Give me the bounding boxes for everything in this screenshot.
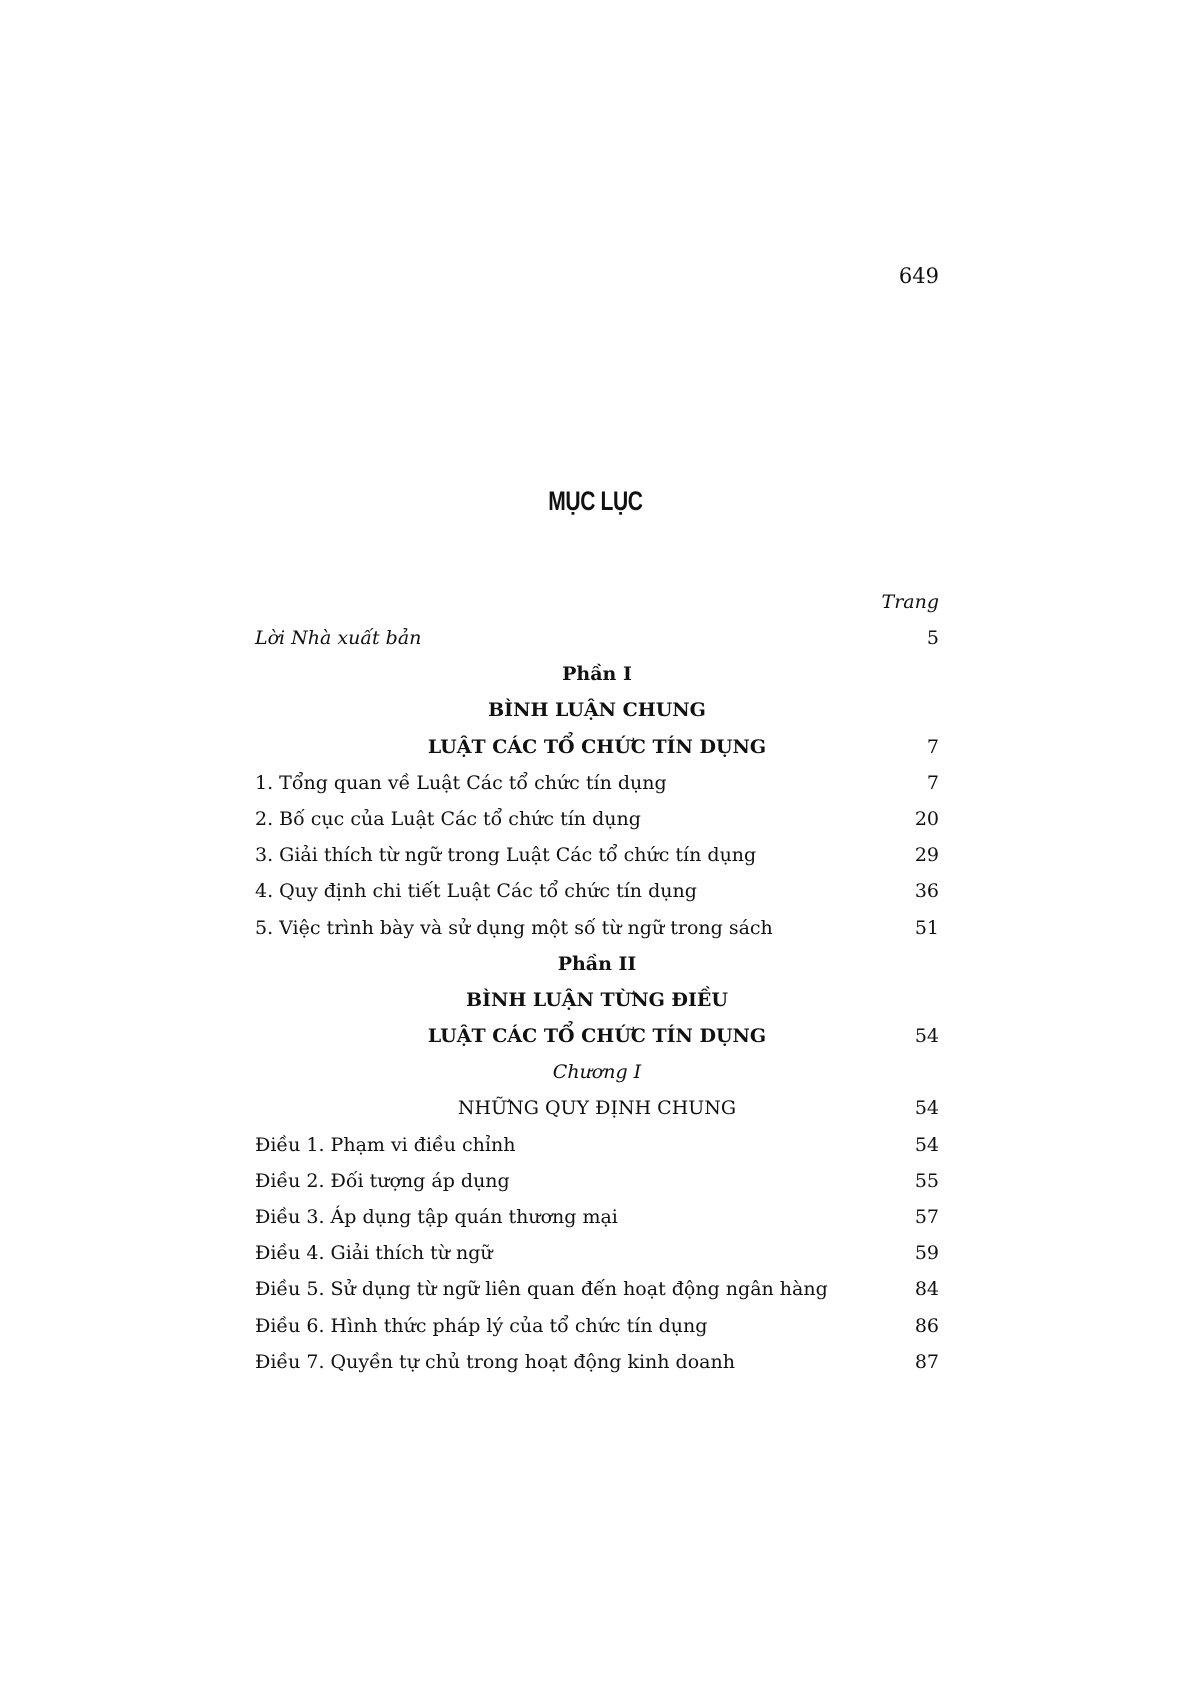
- toc-entry-label: BÌNH LUẬN CHUNG: [488, 699, 706, 722]
- toc-entry-label: 5. Việc trình bày và sử dụng một số từ ngữ trong sách: [255, 916, 773, 939]
- toc-entry-label: 3. Giải thích từ ngữ trong Luật Các tổ chức tín dụng: [255, 844, 757, 867]
- toc-entry-label: Điều 6. Hình thức pháp lý của tổ chức tín dụng: [255, 1314, 708, 1337]
- toc-entry-page: 57: [914, 1206, 939, 1228]
- toc-entry-page: 20: [914, 807, 939, 830]
- toc-part-subtitle[interactable]: [255, 1018, 939, 1054]
- toc-entry-page: 5: [926, 627, 939, 649]
- toc-entry[interactable]: [255, 837, 939, 873]
- toc-entry-label: Phần II: [557, 952, 637, 975]
- page-title: MỤC LỤC: [548, 486, 643, 516]
- toc-entry-label: 2. Bố cục của Luật Các tổ chức tín dụng: [255, 807, 641, 830]
- toc-entry[interactable]: [255, 1344, 939, 1380]
- toc-entry[interactable]: [255, 1271, 939, 1307]
- toc-entry-page: 59: [914, 1242, 939, 1265]
- table-of-contents: [255, 584, 939, 1380]
- toc-entry[interactable]: [255, 1308, 939, 1344]
- toc-entry[interactable]: [255, 1163, 939, 1199]
- toc-entry-page: 7: [926, 735, 939, 758]
- toc-entry-label: Điều 7. Quyền tự chủ trong hoạt động kinh doanh: [255, 1350, 735, 1373]
- toc-entry-label: Phần I: [562, 663, 632, 686]
- toc-entry-label: Điều 3. Áp dụng tập quán thương mại: [255, 1206, 618, 1228]
- toc-entry-page: 54: [914, 1097, 939, 1120]
- toc-entry-label: Chương I: [552, 1061, 642, 1084]
- toc-entry[interactable]: [255, 801, 939, 837]
- toc-part-heading: [255, 946, 939, 982]
- page-number: 649: [898, 264, 939, 288]
- toc-entry-label: Lời Nhà xuất bản: [255, 627, 422, 649]
- toc-entry-label: Điều 2. Đối tượng áp dụng: [255, 1169, 510, 1192]
- toc-entry-label: 4. Quy định chi tiết Luật Các tổ chức tín dụng: [255, 880, 697, 903]
- toc-part-title: [255, 692, 939, 728]
- toc-entry[interactable]: [255, 873, 939, 909]
- toc-entry-page: 84: [914, 1278, 939, 1301]
- toc-part-title: [255, 982, 939, 1018]
- toc-chapter-heading: [255, 1054, 939, 1090]
- toc-entry[interactable]: [255, 1199, 939, 1235]
- toc-entry-label: BÌNH LUẬN TỪNG ĐIỀU: [466, 988, 728, 1011]
- toc-entry[interactable]: [255, 910, 939, 946]
- toc-entry-page: 7: [926, 771, 939, 794]
- toc-entry-publisher-note[interactable]: [255, 620, 939, 656]
- page-column-label: Trang: [881, 591, 939, 613]
- toc-entry-page: 54: [914, 1133, 939, 1156]
- toc-part-subtitle[interactable]: [255, 729, 939, 765]
- toc-entry-label: Điều 1. Phạm vi điều chỉnh: [255, 1133, 516, 1156]
- toc-entry[interactable]: [255, 1235, 939, 1271]
- toc-entry-label: LUẬT CÁC TỔ CHỨC TÍN DỤNG: [427, 735, 767, 758]
- toc-entry[interactable]: [255, 1127, 939, 1163]
- toc-entry-page: 51: [914, 916, 939, 939]
- toc-chapter-title[interactable]: [255, 1090, 939, 1126]
- toc-part-heading: [255, 656, 939, 692]
- toc-entry-page: 36: [914, 880, 939, 903]
- toc-entry-page: 55: [914, 1169, 939, 1192]
- toc-entry-page: 54: [914, 1025, 939, 1048]
- toc-entry[interactable]: [255, 765, 939, 801]
- toc-entry-label: NHỮNG QUY ĐỊNH CHUNG: [457, 1097, 737, 1120]
- toc-entry-page: 29: [914, 844, 939, 867]
- toc-entry-page: 86: [914, 1314, 939, 1337]
- toc-entry-label: 1. Tổng quan về Luật Các tổ chức tín dụng: [255, 771, 667, 794]
- toc-entry-label: Điều 4. Giải thích từ ngữ: [255, 1242, 493, 1265]
- toc-entry-label: Điều 5. Sử dụng từ ngữ liên quan đến hoạt động ngân hàng: [255, 1278, 828, 1301]
- toc-entry-label: LUẬT CÁC TỔ CHỨC TÍN DỤNG: [427, 1025, 767, 1048]
- toc-entry-page: 87: [914, 1350, 939, 1373]
